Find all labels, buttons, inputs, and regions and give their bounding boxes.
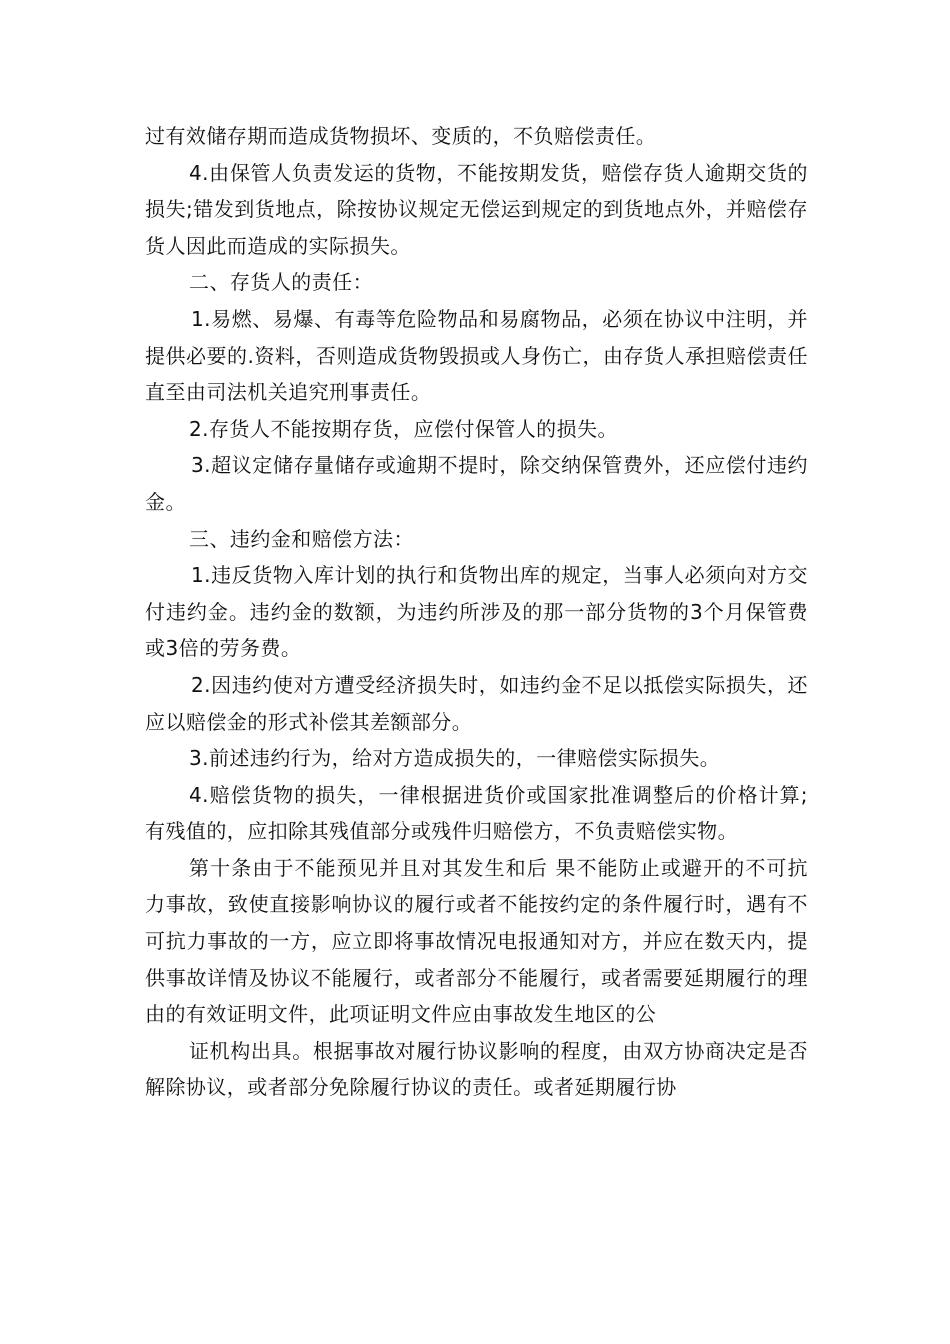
paragraph-excess-storage: 3.超议定储存量储存或逾期不提时，除交纳保管费外，还应偿付违约金。 <box>145 453 808 514</box>
paragraph-compensation-difference: 2.因违约使对方遭受经济损失时，如违约金不足以抵偿实际损失，还应以赔偿金的形式补偿其差额部分。 <box>145 672 808 734</box>
paragraph-notary-issuance: 证机构出具。根据事故对履行协议影响的程度，由双方协商决定是否解除协议，或者部分免除履行协议的责任。或者延期履行协 <box>145 1038 808 1100</box>
paragraph-continuation: 过有效储存期而造成货物损坏、变质的，不负赔偿责任。 <box>145 124 657 148</box>
paragraph-article-ten-force-majeure: 第十条由于不能预见并且对其发生和后 果不能防止或避开的不可抗力事故，致使直接影响协议的履行或者不能按约定的条件履行时，遇有不可抗力事故的一方，应立即将事故情况电报通知对方，并应在数天内，提供事故详情及协议不能履行，或者部分不能履行，或者需要延期履行的理由的有效证明文件，此项证明文件应由事故发生地区的公 <box>145 855 808 1027</box>
paragraph-keeper-shipping: 4.由保管人负责发运的货物，不能按期发货，赔偿存货人逾期交货的损失;错发到货地点，除按协议规定无偿运到规定的到货地点外，并赔偿存货人因此而造成的实际损失。 <box>145 160 808 258</box>
paragraph-penalty-amount: 1.违反货物入库计划的执行和货物出库的规定，当事人必须向对方交付违约金。违约金的数额，为违约所涉及的那一部分货物的3个月保管费或3倍的劳务费。 <box>145 563 808 661</box>
heading-penalty-compensation: 三、违约金和赔偿方法： <box>189 526 414 551</box>
paragraph-actual-loss: 3.前述违约行为，给对方造成损失的，一律赔偿实际损失。 <box>189 746 721 771</box>
document-body <box>145 118 808 1106</box>
paragraph-deposit-on-time: 2.存货人不能按期存货，应偿付保管人的损失。 <box>189 416 618 441</box>
paragraph-hazardous-goods: 1.易燃、易爆、有毒等危险物品和易腐物品，必须在协议中注明，并提供必要的.资料，否则造成货物毁损或人身伤亡，由存货人承担赔偿责任直至由司法机关追究刑事责任。 <box>145 306 808 405</box>
paragraph-goods-loss-valuation: 4.赔偿货物的损失，一律根据进货价或国家批准调整后的价格计算;有残值的，应扣除其残值部分或残件归赔偿方，不负责赔偿实物。 <box>145 782 808 844</box>
heading-depositor-responsibility: 二、存货人的责任： <box>189 270 374 295</box>
